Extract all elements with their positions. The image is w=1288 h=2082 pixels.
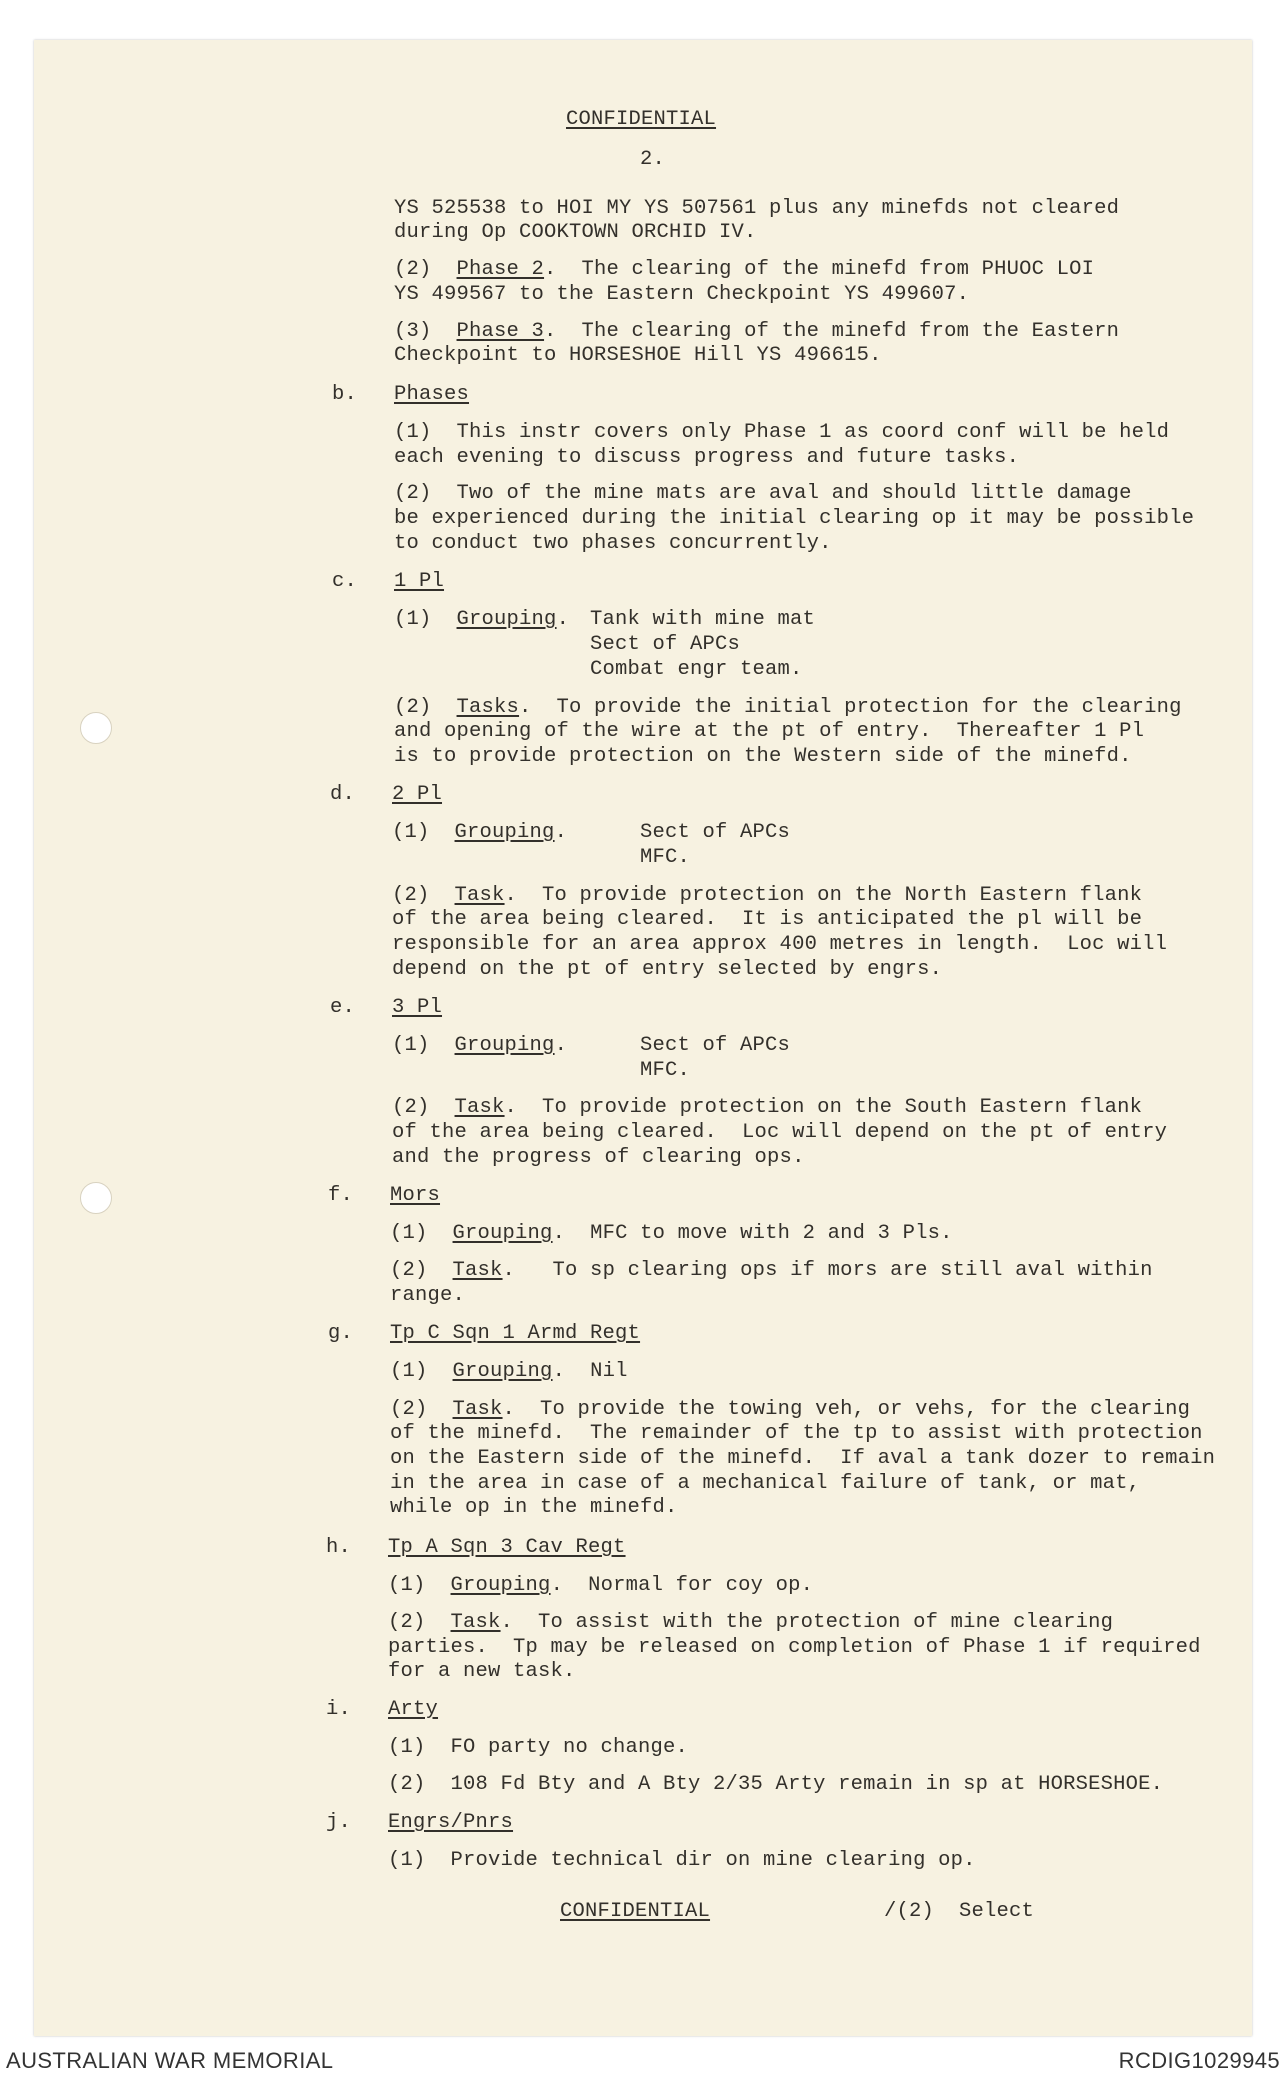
task-line: and opening of the wire at the pt of entry. Thereafter 1 Pl bbox=[394, 720, 1145, 743]
phase-3-line: Checkpoint to HORSESHOE Hill YS 496615. bbox=[394, 344, 882, 367]
grouping-value: MFC. bbox=[640, 846, 691, 869]
task-line: responsible for an area approx 400 metres in length. Loc will bbox=[392, 933, 1168, 956]
task-line: on the Eastern side of the minefd. If aval a tank dozer to remain bbox=[390, 1447, 1216, 1470]
grouping-value: Sect of APCs bbox=[590, 633, 741, 656]
grouping-value: Tank with mine mat bbox=[590, 608, 816, 631]
classification-header: CONFIDENTIAL bbox=[566, 108, 717, 131]
section-letter: e. bbox=[330, 996, 356, 1019]
task-line: parties. Tp may be released on completion of Phase 1 if required bbox=[388, 1636, 1201, 1659]
section-letter: f. bbox=[328, 1184, 354, 1207]
task-line: for a new task. bbox=[388, 1660, 576, 1683]
phase-2-line: YS 499567 to the Eastern Checkpoint YS 499607. bbox=[394, 283, 970, 306]
grouping-value: Sect of APCs bbox=[640, 1034, 791, 1057]
section-title-arty: Arty bbox=[388, 1698, 439, 1721]
task-line: (2) Task. To assist with the protection of mine clearing bbox=[388, 1611, 1114, 1634]
section-letter: d. bbox=[330, 783, 356, 806]
grouping-line: (1) Grouping. Normal for coy op. bbox=[388, 1574, 814, 1597]
section-title-2-pl: 2 Pl bbox=[392, 783, 443, 806]
task-line: of the area being cleared. It is anticipated the pl will be bbox=[392, 908, 1143, 931]
grouping-line: (1) Grouping. MFC to move with 2 and 3 Pls. bbox=[390, 1222, 953, 1245]
paragraph-line: (2) 108 Fd Bty and A Bty 2/35 Arty remain in sp at HORSESHOE. bbox=[388, 1773, 1164, 1796]
section-title-cav-regt: Tp A Sqn 3 Cav Regt bbox=[388, 1536, 626, 1559]
punch-hole bbox=[80, 712, 112, 744]
task-line: and the progress of clearing ops. bbox=[392, 1146, 805, 1169]
section-title-mors: Mors bbox=[390, 1184, 441, 1207]
task-line: (2) Task. To sp clearing ops if mors are still aval within bbox=[390, 1259, 1153, 1282]
task-line: (2) Task. To provide protection on the South Eastern flank bbox=[392, 1096, 1143, 1119]
task-line: while op in the minefd. bbox=[390, 1496, 678, 1519]
paragraph-line: each evening to discuss progress and future tasks. bbox=[394, 446, 1020, 469]
section-letter: g. bbox=[328, 1322, 354, 1345]
paragraph-line: be experienced during the initial clearing op it may be possible bbox=[394, 507, 1195, 530]
paragraph-line: (1) FO party no change. bbox=[388, 1736, 689, 1759]
punch-hole bbox=[80, 1182, 112, 1214]
section-letter: i. bbox=[326, 1698, 352, 1721]
task-line: is to provide protection on the Western side of the minefd. bbox=[394, 745, 1132, 768]
section-letter: h. bbox=[326, 1536, 352, 1559]
task-line: range. bbox=[390, 1284, 466, 1307]
continuation-note: /(2) Select bbox=[884, 1900, 1035, 1923]
task-line: (2) Task. To provide the towing veh, or vehs, for the clearing bbox=[390, 1398, 1191, 1421]
paragraph-line: to conduct two phases concurrently. bbox=[394, 532, 832, 555]
section-letter: j. bbox=[326, 1811, 352, 1834]
task-line: in the area in case of a mechanical failure of tank, or mat, bbox=[390, 1472, 1141, 1495]
task-line: depend on the pt of entry selected by engrs. bbox=[392, 958, 943, 981]
task-line: of the minefd. The remainder of the tp to assist with protection bbox=[390, 1422, 1203, 1445]
task-line: (2) Tasks. To provide the initial protection for the clearing bbox=[394, 696, 1182, 719]
paragraph-line: (1) This instr covers only Phase 1 as coord conf will be held bbox=[394, 421, 1170, 444]
phase-3-paragraph: (3) Phase 3. The clearing of the minefd from the Eastern bbox=[394, 320, 1120, 343]
grouping-value: Sect of APCs bbox=[640, 821, 791, 844]
intro-line: during Op COOKTOWN ORCHID IV. bbox=[394, 221, 757, 244]
grouping-line: (1) Grouping. Nil bbox=[390, 1360, 628, 1383]
page-number: 2. bbox=[640, 148, 666, 171]
grouping-line: (1) Grouping. bbox=[394, 608, 570, 631]
grouping-value: Combat engr team. bbox=[590, 658, 803, 681]
classification-footer: CONFIDENTIAL bbox=[560, 1900, 711, 1923]
archive-id: RCDIG1029945 bbox=[1118, 2048, 1280, 2073]
phase-2-paragraph: (2) Phase 2. The clearing of the minefd from PHUOC LOI bbox=[394, 258, 1095, 281]
grouping-line: (1) Grouping. bbox=[392, 821, 568, 844]
grouping-line: (1) Grouping. bbox=[392, 1034, 568, 1057]
section-title-3-pl: 3 Pl bbox=[392, 996, 443, 1019]
paragraph-line: (2) Two of the mine mats are aval and should little damage bbox=[394, 482, 1132, 505]
archive-credit: AUSTRALIAN WAR MEMORIAL bbox=[6, 2048, 334, 2073]
section-letter: b. bbox=[332, 383, 358, 406]
task-line: of the area being cleared. Loc will depend on the pt of entry bbox=[392, 1121, 1168, 1144]
paragraph-line: (1) Provide technical dir on mine clearing op. bbox=[388, 1849, 976, 1872]
section-title-1-pl: 1 Pl bbox=[394, 570, 445, 593]
section-title-armd-regt: Tp C Sqn 1 Armd Regt bbox=[390, 1322, 641, 1345]
intro-line: YS 525538 to HOI MY YS 507561 plus any minefds not cleared bbox=[394, 197, 1120, 220]
grouping-value: MFC. bbox=[640, 1059, 691, 1082]
section-letter: c. bbox=[332, 570, 358, 593]
section-title-phases: Phases bbox=[394, 383, 470, 406]
task-line: (2) Task. To provide protection on the North Eastern flank bbox=[392, 884, 1143, 907]
section-title-engrs: Engrs/Pnrs bbox=[388, 1811, 514, 1834]
